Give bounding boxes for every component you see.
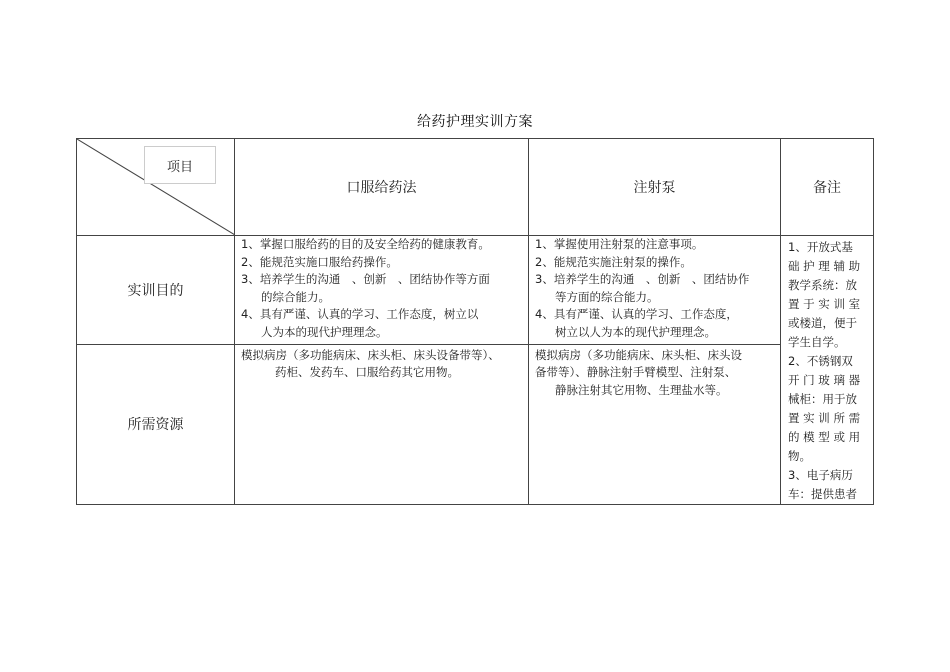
- column-header-remark: 备注: [781, 139, 874, 236]
- res-oral-cell: [235, 344, 529, 504]
- goal-oral-line: 3、培养学生的沟通 、创新 、团结协作等方面: [241, 272, 490, 286]
- document-title: 给药护理实训方案: [417, 114, 533, 130]
- remark-line: 3、电子病历: [788, 468, 853, 482]
- goal-row: [77, 236, 874, 345]
- remark-line: 物。: [788, 449, 811, 463]
- column-header-pump: 注射泵: [529, 139, 781, 236]
- training-plan-table: [76, 138, 874, 505]
- remark-line: 车：提供患者: [788, 487, 857, 501]
- goal-oral-line: 的综合能力。: [261, 289, 330, 304]
- row-header-resources: 所需资源: [77, 344, 235, 504]
- remark-line: 械柜：用于放: [788, 392, 857, 406]
- row-header-goal: 实训目的: [77, 236, 235, 345]
- goal-pump-line: 1、掌握使用注射泵的注意事项。: [535, 237, 704, 251]
- corner-label: 项目: [144, 146, 216, 184]
- remark-line: 学生自学。: [788, 335, 846, 349]
- goal-oral-line: 2、能规范实施口服给药操作。: [241, 254, 398, 269]
- remark-line: 教学系统：放: [788, 278, 857, 292]
- remark-line: 2、不锈钢双: [788, 354, 853, 368]
- remark-line: 置 实 训 所 需: [788, 411, 861, 425]
- res-oral-line: 药柜、发药车、口服给药其它用物。: [275, 365, 459, 380]
- goal-pump-line: 树立以人为本的现代护理理念。: [555, 324, 716, 339]
- remark-cell: [781, 236, 874, 505]
- res-pump-cell: [529, 344, 781, 504]
- goal-pump-line: 4、具有严谨、认真的学习、工作态度，: [535, 307, 738, 321]
- goal-pump-line: 3、培养学生的沟通 、创新 、团结协作: [535, 272, 750, 286]
- goal-oral-line: 人为本的现代护理理念。: [261, 324, 388, 339]
- goal-pump-cell: [529, 236, 781, 345]
- resources-row: [77, 344, 874, 504]
- remark-line: 置 于 实 训 室: [788, 297, 861, 311]
- remark-line: 础 护 理 辅 助: [788, 259, 861, 273]
- res-oral-line: 模拟病房（多功能病床、床头柜、床头设备带等）、: [241, 347, 500, 362]
- column-header-oral: 口服给药法: [235, 139, 529, 236]
- corner-cell: [77, 139, 235, 236]
- res-pump-line: 备带等）、静脉注射手臂模型、注射泵、: [535, 365, 737, 380]
- remark-line: 的 模 型 或 用: [788, 430, 861, 444]
- remark-line: 或楼道，便于: [788, 316, 857, 330]
- remark-line: 开 门 玻 璃 器: [788, 373, 861, 387]
- header-row: [77, 139, 874, 236]
- goal-oral-line: 1、掌握口服给药的目的及安全给药的健康教育。: [241, 237, 490, 251]
- goal-oral-line: 4、具有严谨、认真的学习、工作态度，树立以: [241, 307, 479, 321]
- goal-oral-cell: [235, 236, 529, 345]
- goal-pump-line: 2、能规范实施注射泵的操作。: [535, 254, 692, 269]
- res-pump-line: 模拟病房（多功能病床、床头柜、床头设: [535, 347, 742, 362]
- goal-pump-line: 等方面的综合能力。: [555, 289, 659, 304]
- remark-line: 1、开放式基: [788, 240, 853, 254]
- res-pump-line: 静脉注射其它用物、生理盐水等。: [555, 382, 728, 397]
